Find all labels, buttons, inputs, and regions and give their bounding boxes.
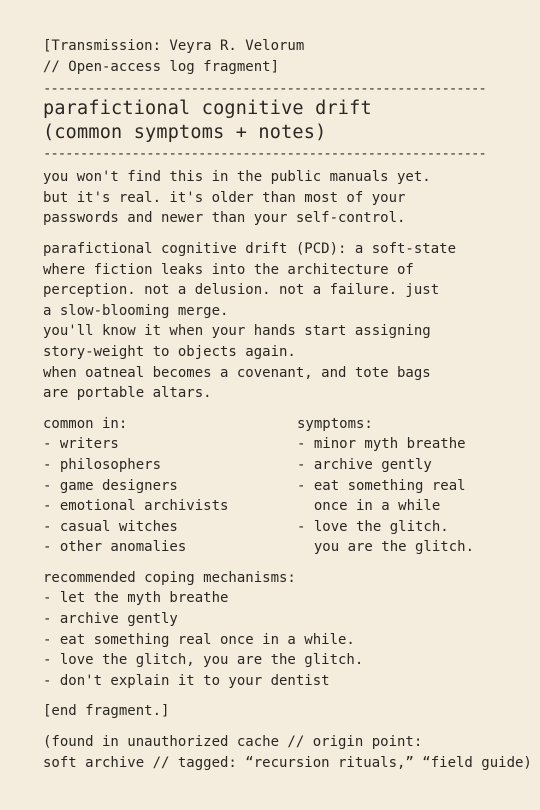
- divider-top: ------------------------------------------------------------: [43, 82, 486, 97]
- list-item: - eat something real once in a while.: [43, 631, 355, 648]
- list-item: - philosophers: [43, 456, 162, 473]
- definition-line: where fiction leaks into the architecture of: [43, 261, 414, 278]
- definition-line: story-weight to objects again.: [43, 343, 296, 360]
- two-column-lists: [43, 414, 540, 558]
- footer-line: soft archive // tagged: “recursion rituals,” “field guide): [43, 754, 532, 771]
- transmission-header: [Transmission: Veyra R. Velorum: [43, 38, 305, 54]
- list-item: - eat something real: [297, 477, 466, 494]
- footer-note: [43, 732, 540, 773]
- title-line-2: (common symptoms + notes): [43, 122, 327, 144]
- list-item: - casual witches: [43, 518, 178, 535]
- intro-line: but it's real. it's older than most of your: [43, 189, 406, 206]
- list-item: you are the glitch.: [297, 539, 475, 556]
- footer-line: (found in unauthorized cache // origin point:: [43, 734, 423, 751]
- definition-line: when oatneal becomes a covenant, and tote bags: [43, 364, 431, 381]
- definition-line: perception. not a delusion. not a failure. just: [43, 282, 440, 299]
- list-item: - game designers: [43, 477, 178, 494]
- coping-heading: recommended coping mechanisms:: [43, 569, 296, 586]
- definition-line: a slow-blooming merge.: [43, 302, 229, 319]
- common-in-heading: common in:: [43, 415, 128, 432]
- intro-line: passwords and newer than your self-control.: [43, 210, 406, 227]
- symptoms-list: [297, 414, 497, 558]
- definition-paragraph: [43, 239, 540, 404]
- list-item: - writers: [43, 436, 119, 453]
- symptoms-heading: symptoms:: [297, 415, 373, 432]
- definition-line: parafictional cognitive drift (PCD): a soft-state: [43, 240, 457, 257]
- definition-line: are portable altars.: [43, 385, 212, 402]
- end-fragment: [end fragment.]: [43, 703, 170, 720]
- list-item: - don't explain it to your dentist: [43, 672, 330, 689]
- list-item: - love the glitch.: [297, 518, 449, 535]
- list-item: - emotional archivists: [43, 498, 229, 515]
- title-line-1: parafictional cognitive drift: [43, 98, 372, 120]
- list-item: - let the myth breathe: [43, 590, 229, 607]
- list-item: once in a while: [297, 498, 441, 515]
- divider-bottom: ------------------------------------------------------------: [43, 147, 486, 162]
- fragment-header: // Open-access log fragment]: [43, 58, 280, 75]
- list-item: - archive gently: [297, 456, 432, 473]
- definition-line: you'll know it when your hands start assigning: [43, 323, 431, 340]
- list-item: - minor myth breathe: [297, 436, 466, 453]
- intro-paragraph: [43, 167, 540, 229]
- list-item: - other anomalies: [43, 539, 187, 556]
- list-item: - love the glitch, you are the glitch.: [43, 652, 364, 669]
- intro-line: you won't find this in the public manuals yet.: [43, 169, 431, 186]
- list-item: - archive gently: [43, 611, 178, 628]
- common-in-list: [43, 414, 297, 558]
- coping-list: [43, 568, 540, 692]
